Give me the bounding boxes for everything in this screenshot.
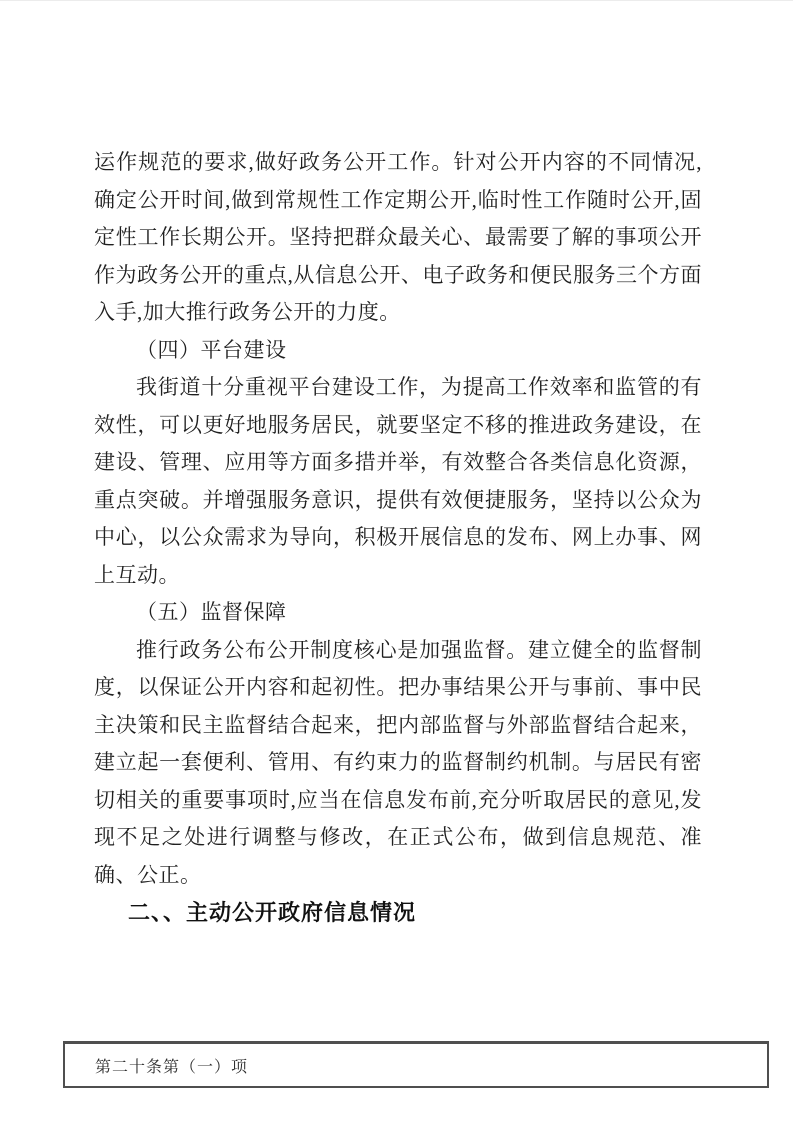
document-body (94, 144, 702, 932)
section-heading-active-disclosure: 二、、主动公开政府信息情况 (128, 900, 417, 925)
paragraph-platform-construction: 我街道十分重视平台建设工作，为提高工作效率和监管的有效性，可以更好地服务居民，就要坚定不移的推进政务建设，在建设、管理、应用等方面多措并举，有效整合各类信息化资源，重点突破。并增强服务意识，提供有效便捷服务，坚持以公众为中心，以公众需求为导向，积极开展信息的发布、网上办事、网上互动。 (94, 375, 702, 587)
paragraph-supervision-guarantee: 推行政务公布公开制度核心是加强监督。建立健全的监督制度，以保证公开内容和起初性。把办事结果公开与事前、事中民主决策和民主监督结合起来，把内部监督与外部监督结合起来，建立起一套便利、管用、有约束力的监督制约机制。与居民有密切相关的重要事项时,应当在信息发布前,充分听取居民的意见,发现不足之处进行调整与修改，在正式公布，做到信息规范、准确、公正。 (94, 637, 702, 887)
sub-heading-platform-construction: （四）平台建设 (136, 337, 287, 362)
footer-clause-label: 第二十条第（一）项 (95, 1058, 249, 1076)
paragraph-work-requirements: 运作规范的要求,做好政务公开工作。针对公开内容的不同情况,确定公开时间,做到常规性工作定期公开,临时性工作随时公开,固定性工作长期公开。坚持把群众最关心、最需要了解的事项公开作为政务公开的重点,从信息公开、电子政务和便民服务三个方面入手,加大推行政务公开的力度。 (94, 150, 702, 324)
sub-heading-supervision-guarantee: （五）监督保障 (136, 600, 287, 624)
footer-box (63, 1041, 769, 1088)
